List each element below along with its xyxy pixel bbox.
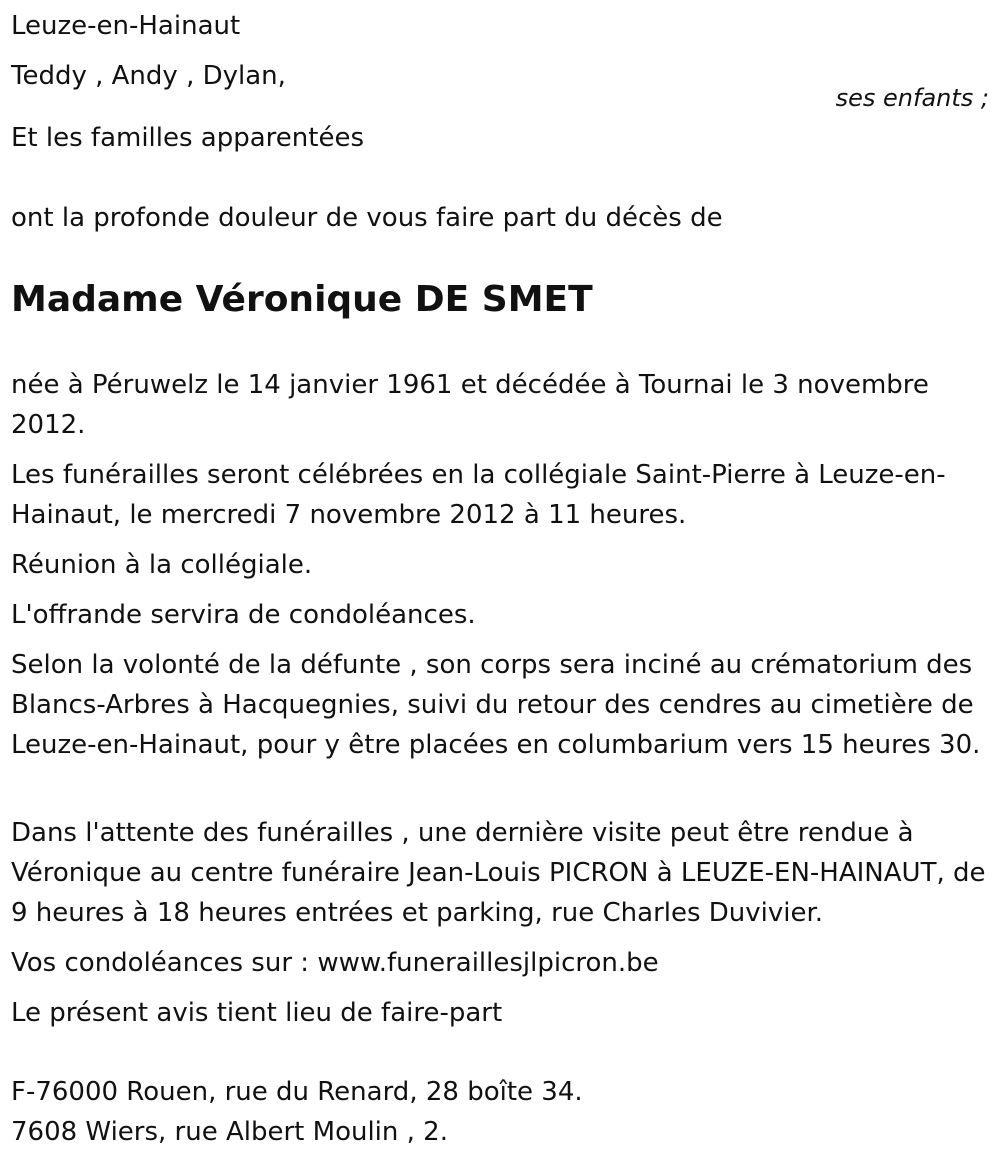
cremation-paragraph: Selon la volonté de la défunte , son corps sera inciné au crématorium des Blancs-Arbres à Hacquegnies, suivi du retour des cendres au cimetière de Leuze-en-Hainaut, pour y être placées en columbarium vers 15 heures 30. — [11, 650, 981, 760]
intro-text: ont la profonde douleur de vous faire part du décès de — [11, 203, 723, 233]
deceased-name: Madame Véronique DE SMET — [11, 279, 593, 320]
address-line: 7608 Wiers, rue Albert Moulin , 2. — [11, 1117, 448, 1147]
condolences-paragraph: Vos condoléances sur : www.funeraillesjlpicron.be — [11, 948, 659, 978]
birth-death-paragraph: née à Péruwelz le 14 janvier 1961 et décédée à Tournai le 3 novembre 2012. — [11, 370, 929, 440]
notice-paragraph: Le présent avis tient lieu de faire-part — [11, 998, 503, 1028]
children-role: ses enfants ; — [835, 84, 989, 112]
meeting-paragraph: Réunion à la collégiale. — [11, 550, 313, 580]
city-line: Leuze-en-Hainaut — [11, 11, 241, 41]
funeral-paragraph: Les funérailles seront célébrées en la collégiale Saint-Pierre à Leuze-en-Hainaut, le mercredi 7 novembre 2012 à 11 heures. — [11, 460, 946, 530]
visit-paragraph: Dans l'attente des funérailles , une dernière visite peut être rendue à Véronique au centre funéraire Jean-Louis PICRON à LEUZE-EN-HAINAUT, de 9 heures à 18 heures entrées et parking, rue Charles Duvivier. — [11, 818, 986, 928]
children-names: Teddy , Andy , Dylan, — [11, 61, 286, 91]
families-line: Et les familles apparentées — [11, 123, 365, 153]
address-line: F-76000 Rouen, rue du Renard, 28 boîte 34. — [11, 1077, 583, 1107]
offering-paragraph: L'offrande servira de condoléances. — [11, 600, 476, 630]
